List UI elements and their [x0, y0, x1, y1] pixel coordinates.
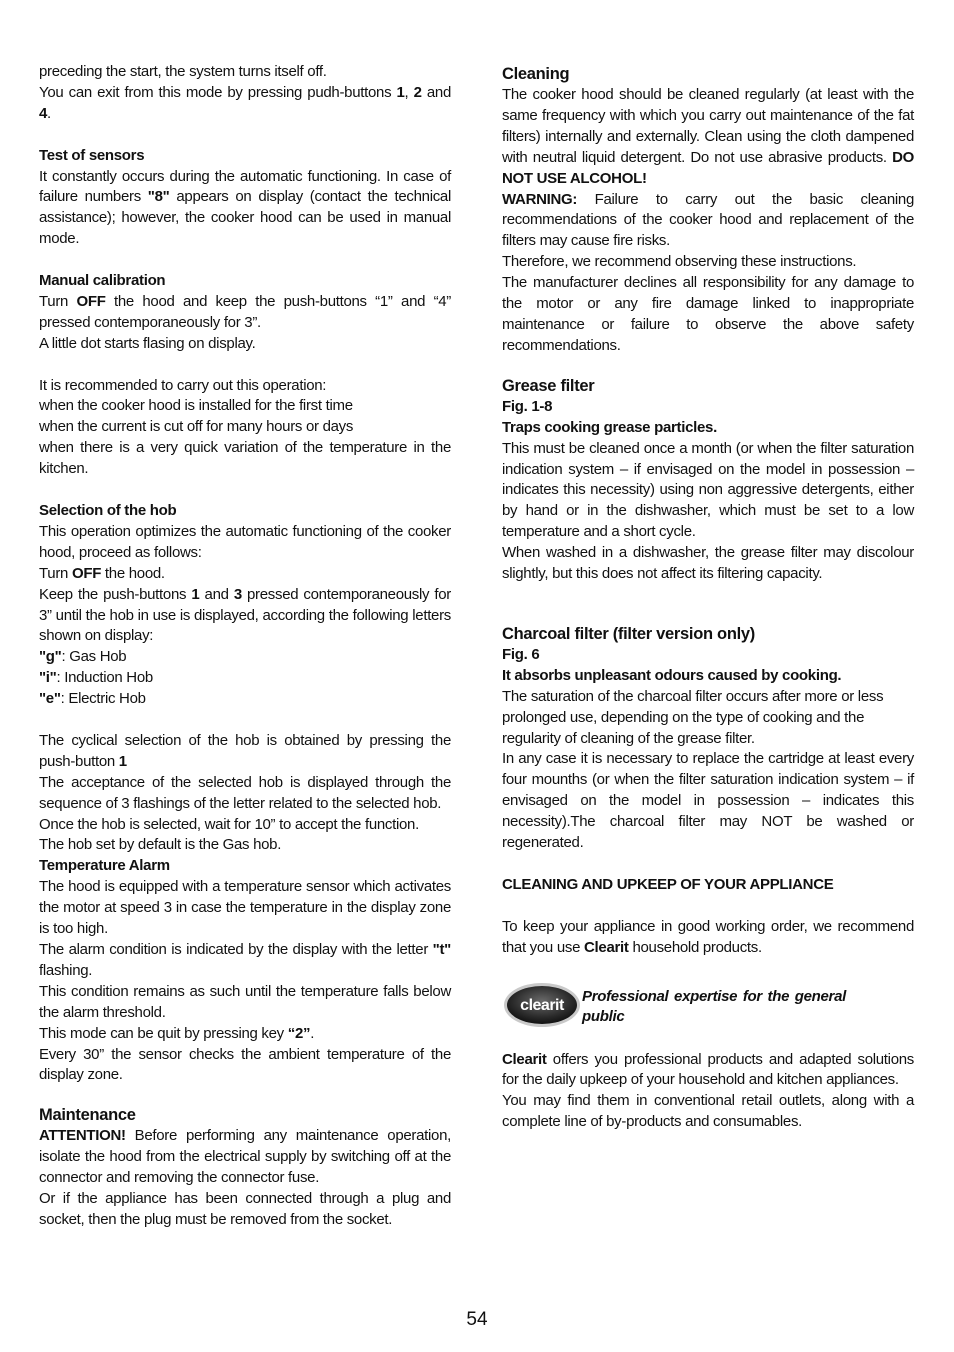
subheading: It absorbs unpleasant odours caused by cooking. — [502, 666, 842, 684]
manual-calibration-heading: Manual calibration — [39, 272, 166, 290]
paragraph: The manufacturer declines all responsibility for any damage to the motor or any fire damage linked to inappropriate maintenance or failure to observe the above safety recommendations. — [502, 274, 914, 354]
paragraph: Turn OFF the hood and keep the push-buttons “1” and “4” pressed contemporaneously for 3”. — [39, 292, 451, 331]
paragraph: When washed in a dishwasher, the grease filter may discolour slightly, but this does not affect its filtering capacity. — [502, 544, 914, 583]
paragraph: The acceptance of the selected hob is displayed through the sequence of 3 flashings of the letter related to the selected hob. — [39, 773, 451, 812]
logo-wordmark: clearit — [520, 996, 564, 1014]
right-column — [502, 63, 914, 1133]
paragraph: A little dot starts flasing on display. — [39, 334, 256, 352]
paragraph: Once the hob is selected, wait for 10” to accept the function. — [39, 815, 419, 833]
paragraph: The alarm condition is indicated by the display with the letter "t" flashing. — [39, 940, 451, 979]
paragraph: Turn OFF the hood. — [39, 564, 165, 582]
paragraph: Clearit offers you professional products and adapted solutions for the daily upkeep of your household and kitchen appliances. — [502, 1050, 914, 1089]
paragraph: It is recommended to carry out this operation: — [39, 376, 327, 394]
paragraph: You may find them in conventional retail outlets, along with a complete line of by-products and consumables. — [502, 1092, 914, 1131]
grease-filter-heading: Grease filter — [502, 376, 595, 395]
paragraph: Or if the appliance has been connected through a plug and socket, then the plug must be removed from the socket. — [39, 1190, 451, 1228]
charcoal-filter-heading: Charcoal filter (filter version only) — [502, 624, 755, 643]
paragraph: The saturation of the charcoal filter occurs after more or less prolonged use, depending on the type of cooking and the regularity of cleaning of the grease filter. — [502, 687, 884, 747]
hob-code-electric: "e": Electric Hob — [39, 690, 146, 708]
temperature-alarm-heading: Temperature Alarm — [39, 857, 170, 875]
selection-of-hob-heading: Selection of the hob — [39, 501, 177, 519]
clearit-promo — [502, 977, 914, 1031]
paragraph: preceding the start, the system turns itself off. — [39, 63, 327, 80]
paragraph: The hood is equipped with a temperature sensor which activates the motor at speed 3 in case the temperature in the display zone is too high. — [39, 878, 451, 938]
clearit-logo — [502, 979, 582, 1031]
paragraph: This mode can be quit by pressing key “2”. — [39, 1024, 315, 1042]
paragraph: when the cooker hood is installed for the first time — [39, 397, 353, 415]
page-number: 54 — [466, 1309, 488, 1330]
figure-reference: Fig. 1-8 — [502, 397, 553, 415]
paragraph: when there is a very quick variation of the temperature in the kitchen. — [39, 439, 451, 478]
paragraph: This operation optimizes the automatic functioning of the cooker hood, proceed as follows: — [39, 522, 451, 561]
paragraph: The cooker hood should be cleaned regularly (at least with the same frequency with which you carry out maintenance of the fat filters) internally and externally. Clean using the cloth dampened with neutral liquid detergent. Do not use abrasive products. DO NOT USE ALCOHOL! — [502, 86, 914, 187]
clearit-tagline: Professional expertise for the general public — [582, 987, 846, 1026]
paragraph: Therefore, we recommend observing these instructions. — [502, 253, 857, 271]
paragraph: Every 30” the sensor checks the ambient temperature of the display zone. — [39, 1045, 451, 1084]
left-column — [39, 62, 451, 1231]
paragraph: ATTENTION! Before performing any maintenance operation, isolate the hood from the electrical supply by switching off at the connector and removing the connector fuse. — [39, 1127, 451, 1187]
paragraph: when the current is cut off for many hours or days — [39, 418, 354, 436]
paragraph: You can exit from this mode by pressing pudh-buttons 1, 2 and 4. — [39, 83, 451, 122]
paragraph: It constantly occurs during the automatic functioning. In case of failure numbers "8" appears on display (contact the technical assistance); however, the cooker hood can be used in manual mode. — [39, 167, 451, 248]
upkeep-heading: CLEANING AND UPKEEP OF YOUR APPLIANCE — [502, 875, 834, 893]
hob-code-gas: "g": Gas Hob — [39, 648, 127, 666]
figure-reference: Fig. 6 — [502, 645, 540, 663]
paragraph: This condition remains as such until the temperature falls below the alarm threshold. — [39, 982, 451, 1021]
paragraph: Keep the push-buttons 1 and 3 pressed contemporaneously for 3” until the hob in use is displayed, according the following letters shown on display: — [39, 585, 451, 645]
paragraph: The hob set by default is the Gas hob. — [39, 836, 282, 854]
subheading: Traps cooking grease particles. — [502, 418, 717, 436]
paragraph: In any case it is necessary to replace the cartridge at least every four mounths (or when the filter saturation indication system – if envisaged on the model in possession – indicates this necessity).The charcoal filter may NOT be washed or regenerated. — [502, 750, 914, 852]
maintenance-heading: Maintenance — [39, 1106, 136, 1125]
cleaning-heading: Cleaning — [502, 65, 570, 83]
hob-code-induction: "i": Induction Hob — [39, 669, 153, 687]
paragraph: WARNING: Failure to carry out the basic cleaning recommendations of the cooker hood and replacement of the filters may cause fire risks. — [502, 190, 914, 250]
paragraph: To keep your appliance in good working order, we recommend that you use Clearit household products. — [502, 917, 914, 956]
test-of-sensors-heading: Test of sensors — [39, 146, 145, 164]
paragraph: The cyclical selection of the hob is obtained by pressing the push-button 1 — [39, 731, 451, 770]
paragraph: This must be cleaned once a month (or when the filter saturation indication system – if envisaged on the model in possession – indicates this necessity) using non aggressive detergents, either by hand or in the dishwasher, which must be set to a low temperature and a short cycle. — [502, 439, 914, 541]
